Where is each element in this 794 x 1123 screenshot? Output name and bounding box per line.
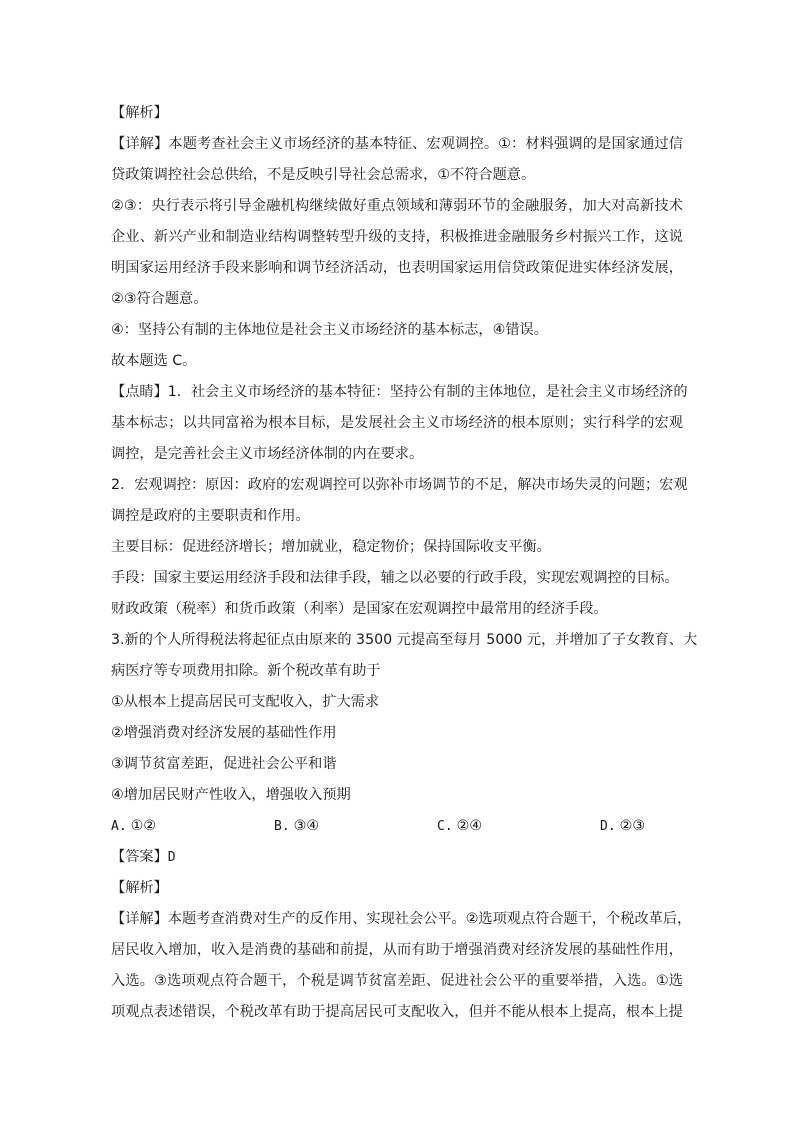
means-line: 财政政策（税率）和货币政策（利率）是国家在宏观调控中最常用的经济手段。 (111, 601, 608, 617)
detail-line: 【详解】本题考查消费对生产的反作用、实现社会公平。②选项观点符合题干，个税改革后， (111, 911, 692, 927)
analysis-header: 【解析】 (111, 880, 168, 896)
option-c (437, 811, 600, 842)
tips-line: 基本标志；以共同富裕为根本目标，是发展社会主义市场经济的根本原则；实行科学的宏观 (111, 415, 683, 431)
detail-line: 【详解】本题考查社会主义市场经济的基本特征、宏观调控。①：材料强调的是国家通过信 (111, 136, 683, 152)
option-text: ①② (130, 818, 157, 834)
option-letter: B. (274, 819, 290, 834)
analysis-line: 明国家运用经济手段来影响和调节经济活动，也表明国家运用信贷政策促进实体经济发展， (111, 260, 683, 276)
option-b (274, 811, 437, 842)
conclusion-line: 故本题选 C。 (111, 353, 197, 369)
analysis-line: ②③：央行表示将引导金融机构继续做好重点领域和薄弱环节的金融服务，加大对高新技术 (111, 198, 683, 214)
detail-line: 居民收入增加，收入是消费的基础和前提，从而有助于增强消费对经济发展的基础性作用， (111, 942, 683, 958)
detail-line: 入选。③选项观点符合题干，个税是调节贫富差距、促进社会公平的重要举措，入选。①选 (111, 973, 683, 989)
detail-line: 贷政策调控社会总供给，不是反映引导社会总需求，①不符合题意。 (111, 167, 536, 183)
means-line: 手段：国家主要运用经济手段和法律手段，辅之以必要的行政手段，实现宏观调控的目标。 (111, 570, 679, 586)
detail-line: 项观点表述错误，个税改革有助于提高居民可支配收入，但并不能从根本上提高，根本上提 (111, 1004, 683, 1020)
option-text: ②④ (456, 818, 483, 834)
statement-item: ③调节贫富差距，促进社会公平和谐 (111, 756, 337, 772)
main-goals-line: 主要目标：促进经济增长；增加就业，稳定物价；保持国际收支平衡。 (111, 539, 551, 555)
option-text: ③④ (293, 818, 320, 834)
tips-line: 调控，是完善社会主义市场经济体制的内在要求。 (111, 446, 424, 462)
analysis-line: ④：坚持公有制的主体地位是社会主义市场经济的基本标志，④错误。 (111, 322, 548, 338)
statement-item: ④增加居民财产性收入，增强收入预期 (111, 787, 351, 803)
tips-line: 【点睛】1．社会主义市场经济的基本特征：坚持公有制的主体地位，是社会主义市场经济的 (111, 384, 688, 400)
statement-item: ①从根本上提高居民可支配收入，扩大需求 (111, 694, 380, 710)
question-stem: 3.新的个人所得税法将起征点由原来的 3500 元提高至每月 5000 元，并增加了子女教育、大 (111, 632, 698, 648)
option-letter: A. (111, 819, 127, 834)
question-stem: 病医疗等专项费用扣除。新个税改革有助于 (111, 663, 381, 679)
analysis-line: 企业、新兴产业和制造业结构调整转型升级的支持，积极推进金融服务乡村振兴工作，这说 (111, 229, 683, 245)
option-letter: D. (600, 819, 616, 834)
analysis-line: ②③符合题意。 (111, 291, 208, 307)
statement-item: ②增强消费对经济发展的基础性作用 (111, 725, 337, 741)
analysis-header: 【解析】 (111, 105, 168, 121)
tips-line: 2．宏观调控：原因：政府的宏观调控可以弥补市场调节的不足，解决市场失灵的问题；宏观 (111, 477, 688, 493)
answer-options (111, 811, 683, 842)
option-letter: C. (437, 819, 453, 834)
option-text: ②③ (619, 818, 646, 834)
option-d (600, 811, 645, 842)
answer-value: D (167, 850, 176, 865)
document-page (111, 98, 698, 1028)
answer-label: 【答案】 (111, 849, 168, 865)
answer-line (111, 842, 683, 873)
option-a (111, 811, 274, 842)
tips-line: 调控是政府的主要职责和作用。 (111, 508, 310, 524)
